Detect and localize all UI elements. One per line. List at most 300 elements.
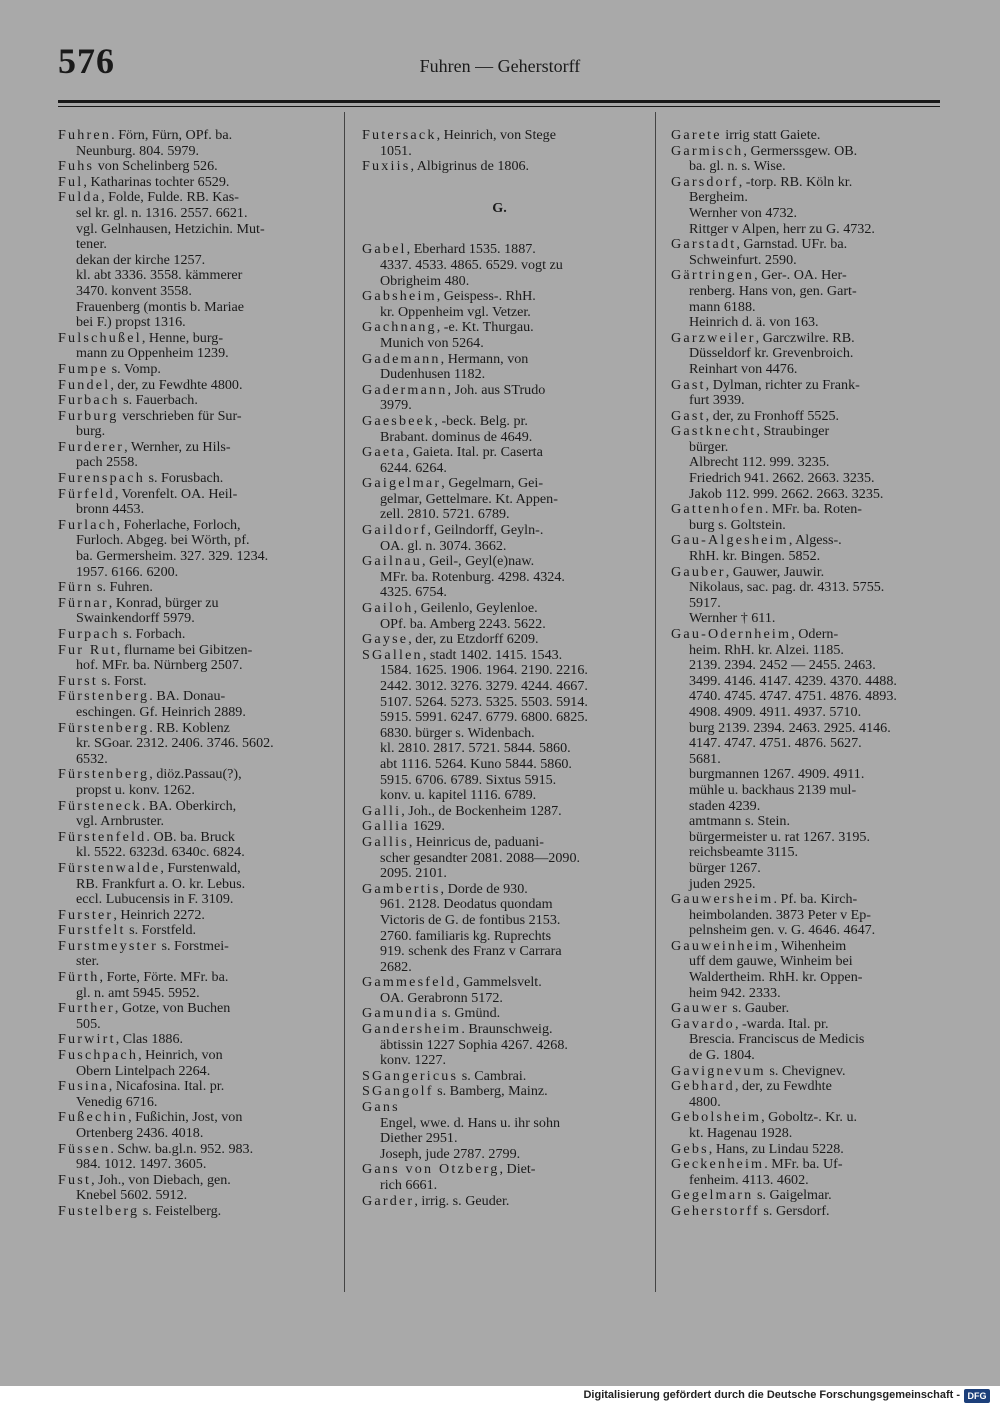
entry-text: , Joh. aus STrudo (447, 382, 546, 398)
entry-text: 6244. 6264. (380, 460, 447, 476)
entry-text: , Goboltz-. Kr. u. (761, 1110, 858, 1126)
index-continuation-line (362, 679, 637, 695)
entry-keyword: Furderer (58, 439, 125, 455)
entry-keyword: Furburg (58, 408, 119, 424)
index-entry-line (362, 289, 637, 305)
entry-keyword: Fulda (58, 190, 102, 206)
entry-text: 6532. (76, 751, 108, 767)
index-continuation-line (671, 284, 946, 300)
entry-keyword: Futersack (362, 128, 437, 143)
index-continuation-line (671, 970, 946, 986)
index-entry-line (58, 799, 333, 815)
entry-text: kr. Oppenheim vgl. Vetzer. (380, 304, 531, 320)
index-continuation-line (671, 658, 946, 674)
index-continuation-line (58, 346, 333, 362)
index-continuation-line (671, 487, 946, 503)
index-continuation-line (671, 830, 946, 846)
index-entry-line (58, 175, 333, 191)
entry-text: Swainkendorff 5979. (76, 611, 195, 627)
entry-text: 5915. 6706. 6789. Sixtus 5915. (380, 772, 557, 788)
entry-text: sel kr. gl. n. 1316. 2557. 6621. (76, 205, 248, 221)
entry-text: eccl. Lubucensis in F. 3109. (76, 892, 234, 908)
index-continuation-line (58, 783, 333, 799)
entry-keyword: Gastknecht (671, 424, 757, 440)
entry-text: hof. MFr. ba. Nürnberg 2507. (76, 658, 243, 674)
entry-keyword: Furenspach (58, 471, 145, 487)
entry-text: s. Forstfeld. (125, 923, 197, 939)
entry-keyword: Gau-Odernheim (671, 627, 792, 642)
index-continuation-line (362, 617, 637, 633)
entry-text: , Nicafosina. Ital. pr. (108, 1079, 225, 1095)
entry-keyword: Fürth (58, 970, 100, 986)
index-continuation-line (362, 851, 637, 867)
index-entry-line (58, 689, 333, 705)
entry-text: Neunburg. 804. 5979. (76, 143, 200, 159)
index-continuation-line (671, 1032, 946, 1048)
entry-text: Wernher † 611. (689, 611, 776, 627)
index-continuation-line (362, 757, 637, 773)
index-continuation-line (362, 726, 637, 742)
entry-text: Albrecht 112. 999. 3235. (689, 455, 830, 471)
entry-text: renberg. Hans von, gen. Gart- (689, 283, 857, 299)
entry-text: s. Cambrai. (458, 1068, 527, 1084)
index-continuation-line (58, 455, 333, 471)
index-entry-line (58, 596, 333, 612)
entry-keyword: Gau-Algesheim (671, 533, 789, 549)
index-entry-line (671, 144, 946, 160)
entry-text: pelnsheim gen. v. G. 4646. 4647. (689, 923, 876, 939)
index-continuation-line (58, 1188, 333, 1204)
entry-text: konv. u. kapitel 1116. 6789. (380, 788, 537, 804)
entry-text: , der, zu Fewdhte 4800. (110, 377, 243, 393)
index-entry-line (362, 1162, 637, 1178)
index-continuation-line (362, 585, 637, 601)
index-entry-line (58, 190, 333, 206)
entry-keyword: Furster (58, 907, 114, 923)
entry-text: bürger 1267. (689, 860, 761, 876)
entry-keyword: Gattenhofen (671, 502, 765, 518)
entry-text: 6830. bürger s. Widenbach. (380, 725, 535, 741)
entry-keyword: Gebs (671, 1141, 709, 1157)
entry-text: kl. 5522. 6323d. 6340c. 6824. (76, 845, 245, 861)
index-continuation-line (671, 845, 946, 861)
index-entry-line (362, 882, 637, 898)
index-entry-line (58, 721, 333, 737)
index-entry-line (671, 1017, 946, 1033)
entry-text: , Joh., von Diebach, gen. (91, 1172, 231, 1188)
entry-text: äbtissin 1227 Sophia 4267. 4268. (380, 1037, 568, 1053)
index-entry-line (362, 975, 637, 991)
entry-text: 1051. (380, 143, 412, 159)
index-entry-line (362, 632, 637, 648)
entry-text: kl. abt 3336. 3558. kämmerer (76, 268, 243, 284)
entry-text: 3470. konvent 3558. (76, 283, 192, 299)
index-continuation-line (671, 206, 946, 222)
footer-bar (0, 1386, 1000, 1408)
index-entry-line (362, 648, 637, 664)
entry-keyword: Gavardo (671, 1016, 735, 1032)
index-continuation-line (58, 1017, 333, 1033)
index-entry-line (671, 378, 946, 394)
entry-keyword: Gayse (362, 632, 409, 648)
index-continuation-line (58, 565, 333, 581)
entry-keyword: Fürsteneck (58, 798, 142, 814)
entry-text: , Garczwilre. RB. (755, 330, 855, 346)
entry-text: . Förn, Fürn, OPf. ba. (111, 128, 233, 143)
index-entry-line (671, 1188, 946, 1204)
index-entry-line (58, 440, 333, 456)
index-continuation-line (58, 549, 333, 565)
index-continuation-line (58, 705, 333, 721)
entry-keyword: Furst (58, 673, 98, 689)
entry-keyword: Fust (58, 1172, 92, 1188)
entry-text: s. Fauerbach. (119, 393, 198, 409)
entry-text: , Gaieta. Ital. pr. Caserta (405, 445, 543, 461)
index-entry-line (362, 1084, 637, 1100)
entry-text: Diether 2951. (380, 1131, 458, 1147)
entry-text: , Foherlache, Forloch, (116, 517, 241, 533)
entry-text: , Heinrich, von Stege (436, 128, 556, 143)
index-continuation-line (362, 274, 637, 290)
entry-text: 5917. (689, 595, 721, 611)
entry-text: . BA. Donau- (149, 689, 226, 705)
entry-keyword: Garete (671, 128, 722, 143)
index-column-1 (58, 128, 333, 1220)
index-entry-line (362, 601, 637, 617)
entry-text: heimbolanden. 3873 Peter v Ep- (689, 907, 872, 923)
entry-text: reichsbeamte 3115. (689, 845, 799, 861)
entry-text: , Odern- (791, 627, 839, 642)
entry-text: , der, zu Fronhoff 5525. (705, 408, 840, 424)
index-continuation-line (671, 705, 946, 721)
index-continuation-line (671, 549, 946, 565)
index-entry-line (58, 1173, 333, 1189)
index-entry-line (671, 237, 946, 253)
index-continuation-line (58, 284, 333, 300)
index-continuation-line (58, 611, 333, 627)
index-entry-line (362, 1100, 637, 1116)
index-continuation-line (58, 752, 333, 768)
page-number: 576 (58, 41, 115, 81)
index-entry-line (362, 128, 637, 144)
entry-keyword: Gaeta (362, 445, 406, 461)
entry-text: , Konrad, bürger zu (108, 595, 219, 611)
index-entry-line (671, 892, 946, 908)
entry-text: Bergheim. (689, 190, 748, 206)
entry-text: ba. gl. n. s. Wise. (689, 159, 786, 175)
index-entry-line (362, 1006, 637, 1022)
entry-text: burg s. Goltstein. (689, 517, 786, 533)
index-continuation-line (362, 1131, 637, 1147)
entry-keyword: Gavignevum (671, 1063, 766, 1079)
entry-keyword: Gebolsheim (671, 1110, 762, 1126)
index-continuation-line (671, 190, 946, 206)
index-entry-line (671, 1064, 946, 1080)
entry-text: s. Forst. (97, 673, 147, 689)
index-continuation-line (671, 689, 946, 705)
entry-keyword: Garmisch (671, 143, 744, 159)
entry-text: , Furstenwald, (160, 860, 241, 876)
index-continuation-line (58, 877, 333, 893)
entry-text: , -beck. Belg. pr. (434, 413, 528, 429)
entry-text: , -e. Kt. Thurgau. (436, 320, 534, 336)
entry-text: . MFr. ba. Roten- (764, 502, 862, 518)
index-entry-line (58, 1048, 333, 1064)
entry-text: 4740. 4745. 4747. 4751. 4876. 4893. (689, 689, 897, 705)
entry-text: , Heinrich 2272. (113, 907, 205, 923)
entry-keyword: Garzweiler (671, 330, 756, 346)
index-continuation-line (58, 1126, 333, 1142)
dfg-logo-icon: DFG (964, 1389, 990, 1403)
index-continuation-line (671, 315, 946, 331)
index-continuation-line (671, 346, 946, 362)
index-continuation-line (58, 814, 333, 830)
entry-keyword: Fußechin (58, 1110, 129, 1126)
entry-text: heim. RhH. kr. Alzei. 1185. (689, 642, 844, 658)
entry-text: 4800. (689, 1094, 721, 1110)
index-entry-line (58, 518, 333, 534)
entry-text: , Geilenlo, Geylenloe. (413, 601, 538, 617)
entry-keyword: Füssen (58, 1141, 111, 1157)
entry-text: Obrigheim 480. (380, 273, 470, 289)
entry-text: bürger. (689, 439, 729, 455)
entry-keyword: Gailoh (362, 601, 414, 617)
index-entry-line (58, 362, 333, 378)
entry-text: s. Gersdorf. (759, 1203, 830, 1219)
entry-text: Venedig 6716. (76, 1094, 158, 1110)
entry-keyword: Fustelberg (58, 1203, 140, 1219)
entry-keyword: Fulschußel (58, 330, 142, 346)
index-entry-line (58, 1204, 333, 1220)
index-column-3 (671, 128, 946, 1220)
entry-text: 4325. 6754. (380, 585, 447, 601)
entry-text: kt. Hagenau 1928. (689, 1126, 793, 1141)
entry-text: verschrieben für Sur- (118, 408, 242, 424)
entry-keyword: Garder (362, 1193, 415, 1209)
index-continuation-line (671, 300, 946, 316)
entry-text: , Hans, zu Lindau 5228. (708, 1141, 844, 1157)
index-entry-line (362, 159, 637, 175)
index-continuation-line (671, 580, 946, 596)
index-continuation-line (671, 362, 946, 378)
entry-keyword: Fürnar (58, 595, 109, 611)
entry-text: 2139. 2394. 2452 — 2455. 2463. (689, 658, 876, 674)
index-entry-line (58, 861, 333, 877)
index-column-2 (362, 128, 637, 1209)
entry-text: s. Forstmei- (158, 938, 229, 954)
index-continuation-line (671, 752, 946, 768)
entry-keyword: Gademann (362, 351, 441, 367)
index-entry-line (58, 1079, 333, 1095)
entry-keyword: Gauwersheim (671, 892, 774, 908)
entry-text: , Folde, Fulde. RB. Kas- (101, 190, 239, 206)
entry-keyword: Gast (671, 377, 706, 393)
entry-keyword: Gauweinheim (671, 938, 775, 954)
index-entry-line (362, 554, 637, 570)
index-continuation-line (671, 611, 946, 627)
entry-text: s. Forbach. (119, 627, 186, 642)
entry-keyword: Furwirt (58, 1032, 116, 1048)
index-continuation-line (671, 814, 946, 830)
entry-keyword: Fuhs (58, 159, 95, 175)
entry-text: , Ger-. OA. Her- (754, 268, 847, 284)
index-continuation-line (671, 643, 946, 659)
entry-text: von Schelinberg 526. (94, 159, 218, 175)
entry-text: . RB. Koblenz (149, 720, 230, 736)
entry-text: 984. 1012. 1497. 3605. (76, 1157, 207, 1173)
entry-keyword: Furstmeyster (58, 938, 158, 954)
index-continuation-line (362, 788, 637, 804)
index-entry-line (58, 643, 333, 659)
entry-text: , Hermann, von (440, 351, 529, 367)
entry-text: kr. SGoar. 2312. 2406. 3746. 5602. (76, 736, 274, 752)
entry-text: 4147. 4747. 4751. 4876. 5627. (689, 736, 862, 752)
index-entry-line (58, 128, 333, 144)
entry-keyword: Gast (671, 408, 706, 424)
index-continuation-line (58, 892, 333, 908)
entry-text: , -torp. RB. Köln kr. (738, 174, 853, 190)
index-entry-line (58, 580, 333, 596)
entry-text: , Henne, burg- (141, 330, 224, 346)
entry-text: , Heinrich, von (138, 1048, 223, 1064)
index-continuation-line (58, 237, 333, 253)
entry-keyword: Fürstenwalde (58, 860, 161, 876)
index-continuation-line (671, 518, 946, 534)
index-continuation-line (362, 960, 637, 976)
index-continuation-line (362, 216, 637, 242)
index-continuation-line (58, 206, 333, 222)
entry-text: , Wernher, zu Hils- (124, 439, 231, 455)
entry-keyword: Gaildorf (362, 523, 428, 539)
entry-text: abt 1116. 5264. Kuno 5844. 5860. (380, 756, 572, 772)
entry-text: burg. (76, 424, 106, 440)
index-entry-line (58, 393, 333, 409)
index-continuation-line (671, 861, 946, 877)
entry-text: 4908. 4909. 4911. 4937. 5710. (689, 704, 862, 720)
entry-text: OA. gl. n. 3074. 3662. (380, 538, 507, 554)
entry-text: , Algess-. (788, 533, 842, 549)
entry-text: bei F.) propst 1316. (76, 315, 186, 331)
entry-text: s. Chevignev. (765, 1063, 846, 1079)
entry-keyword: Fürstenfeld (58, 829, 147, 845)
entry-text: Munich von 5264. (380, 335, 484, 351)
index-continuation-line (671, 799, 946, 815)
index-continuation-line (362, 944, 637, 960)
entry-keyword: Gaigelmar (362, 476, 442, 492)
entry-text: , Gauwer, Jauwir. (725, 564, 825, 580)
index-continuation-line (362, 741, 637, 757)
entry-keyword: Furstfelt (58, 923, 126, 939)
entry-keyword: Gabel (362, 242, 407, 258)
entry-keyword: Gaesbeek (362, 413, 435, 429)
entry-text: bürgermeister u. rat 1267. 3195. (689, 829, 870, 845)
entry-keyword: Galli (362, 803, 402, 819)
index-entry-line (362, 523, 637, 539)
entry-text: Dudenhusen 1182. (380, 367, 486, 383)
entry-keyword: Gans (362, 1100, 400, 1116)
entry-text: , der, zu Etzdorff 6209. (408, 632, 539, 648)
entry-keyword: Fumpe (58, 361, 109, 377)
entry-text: Brescia. Franciscus de Medicis (689, 1032, 865, 1048)
entry-text: Victoris de G. de fontibus 2153. (380, 912, 561, 928)
entry-text: rich 6661. (380, 1178, 438, 1193)
entry-text: 1629. (409, 819, 445, 835)
entry-text: 1957. 6166. 6200. (76, 564, 179, 580)
entry-text: konv. 1227. (380, 1053, 447, 1069)
entry-text: 1584. 1625. 1906. 1964. 2190. 2216. (380, 663, 588, 679)
entry-text: gl. n. amt 5945. 5952. (76, 985, 200, 1001)
running-head: Fuhren — Geherstorff (419, 56, 581, 76)
entry-text: 2095. 2101. (380, 866, 447, 882)
index-continuation-line (671, 721, 946, 737)
index-continuation-line (362, 539, 637, 555)
index-entry-line (671, 409, 946, 425)
entry-text: 2682. (380, 959, 412, 975)
entry-text: , Katharinas tochter 6529. (83, 174, 230, 190)
entry-text: , Heinricus de, paduani- (408, 834, 544, 850)
index-continuation-line (362, 305, 637, 321)
index-continuation-line (58, 222, 333, 238)
entry-keyword: Furbach (58, 393, 120, 409)
entry-text: s. Gauber. (728, 1001, 790, 1017)
entry-text: , Joh., de Bockenheim 1287. (401, 803, 562, 819)
entry-keyword: Fürstenberg (58, 689, 150, 705)
index-entry-line (362, 819, 637, 835)
index-continuation-line (362, 1116, 637, 1132)
entry-keyword: Gauwer (671, 1001, 729, 1017)
entry-text: , Garnstad. UFr. ba. (736, 237, 848, 253)
index-continuation-line (362, 430, 637, 446)
index-continuation-line (362, 175, 637, 201)
index-continuation-line (58, 424, 333, 440)
entry-text: mühle u. backhaus 2139 mul- (689, 782, 857, 798)
entry-text: s. Feistelberg. (139, 1203, 222, 1219)
entry-text: tener. (76, 237, 107, 253)
entry-text: Brabant. dominus de 4649. (380, 429, 533, 445)
entry-keyword: Fuxiis (362, 159, 411, 175)
index-continuation-line (362, 1178, 637, 1194)
entry-text: 2442. 3012. 3276. 3279. 4244. 4667. (380, 679, 588, 694)
index-continuation-line (671, 455, 946, 471)
index-entry-line (671, 268, 946, 284)
entry-keyword: Gammesfeld (362, 975, 457, 991)
entry-keyword: Ful (58, 174, 84, 190)
footer-credit: Digitalisierung gefördert durch die Deutsche Forschungsgemeinschaft - (583, 1389, 960, 1401)
entry-keyword: Gadermann (362, 382, 448, 398)
index-entry-line (362, 1194, 637, 1210)
index-continuation-line (671, 767, 946, 783)
entry-text: , -warda. Ital. pr. (734, 1016, 829, 1032)
entry-text: 2760. familiaris kg. Ruprechts (380, 928, 552, 944)
entry-text: 5107. 5264. 5273. 5325. 5503. 5914. (380, 694, 588, 710)
entry-text: vgl. Arnbruster. (76, 814, 165, 830)
entry-text: zell. 2810. 5721. 6789. (380, 507, 510, 523)
entry-text: 3979. (380, 398, 412, 414)
index-entry-line (58, 939, 333, 955)
index-continuation-line (362, 144, 637, 160)
entry-text: gelmar, Gettelmare. Kt. Appen- (380, 491, 558, 507)
entry-text: juden 2925. (689, 876, 756, 892)
index-entry-line (671, 331, 946, 347)
entry-text: burg 2139. 2394. 2463. 2925. 4146. (689, 720, 891, 736)
index-entry-line (58, 1142, 333, 1158)
column-separator (655, 112, 656, 1292)
index-continuation-line (362, 991, 637, 1007)
index-entry-line (58, 378, 333, 394)
index-continuation-line (671, 222, 946, 238)
entry-keyword: Fusina (58, 1079, 109, 1095)
entry-text: Frauenberg (montis b. Mariae (76, 299, 245, 315)
